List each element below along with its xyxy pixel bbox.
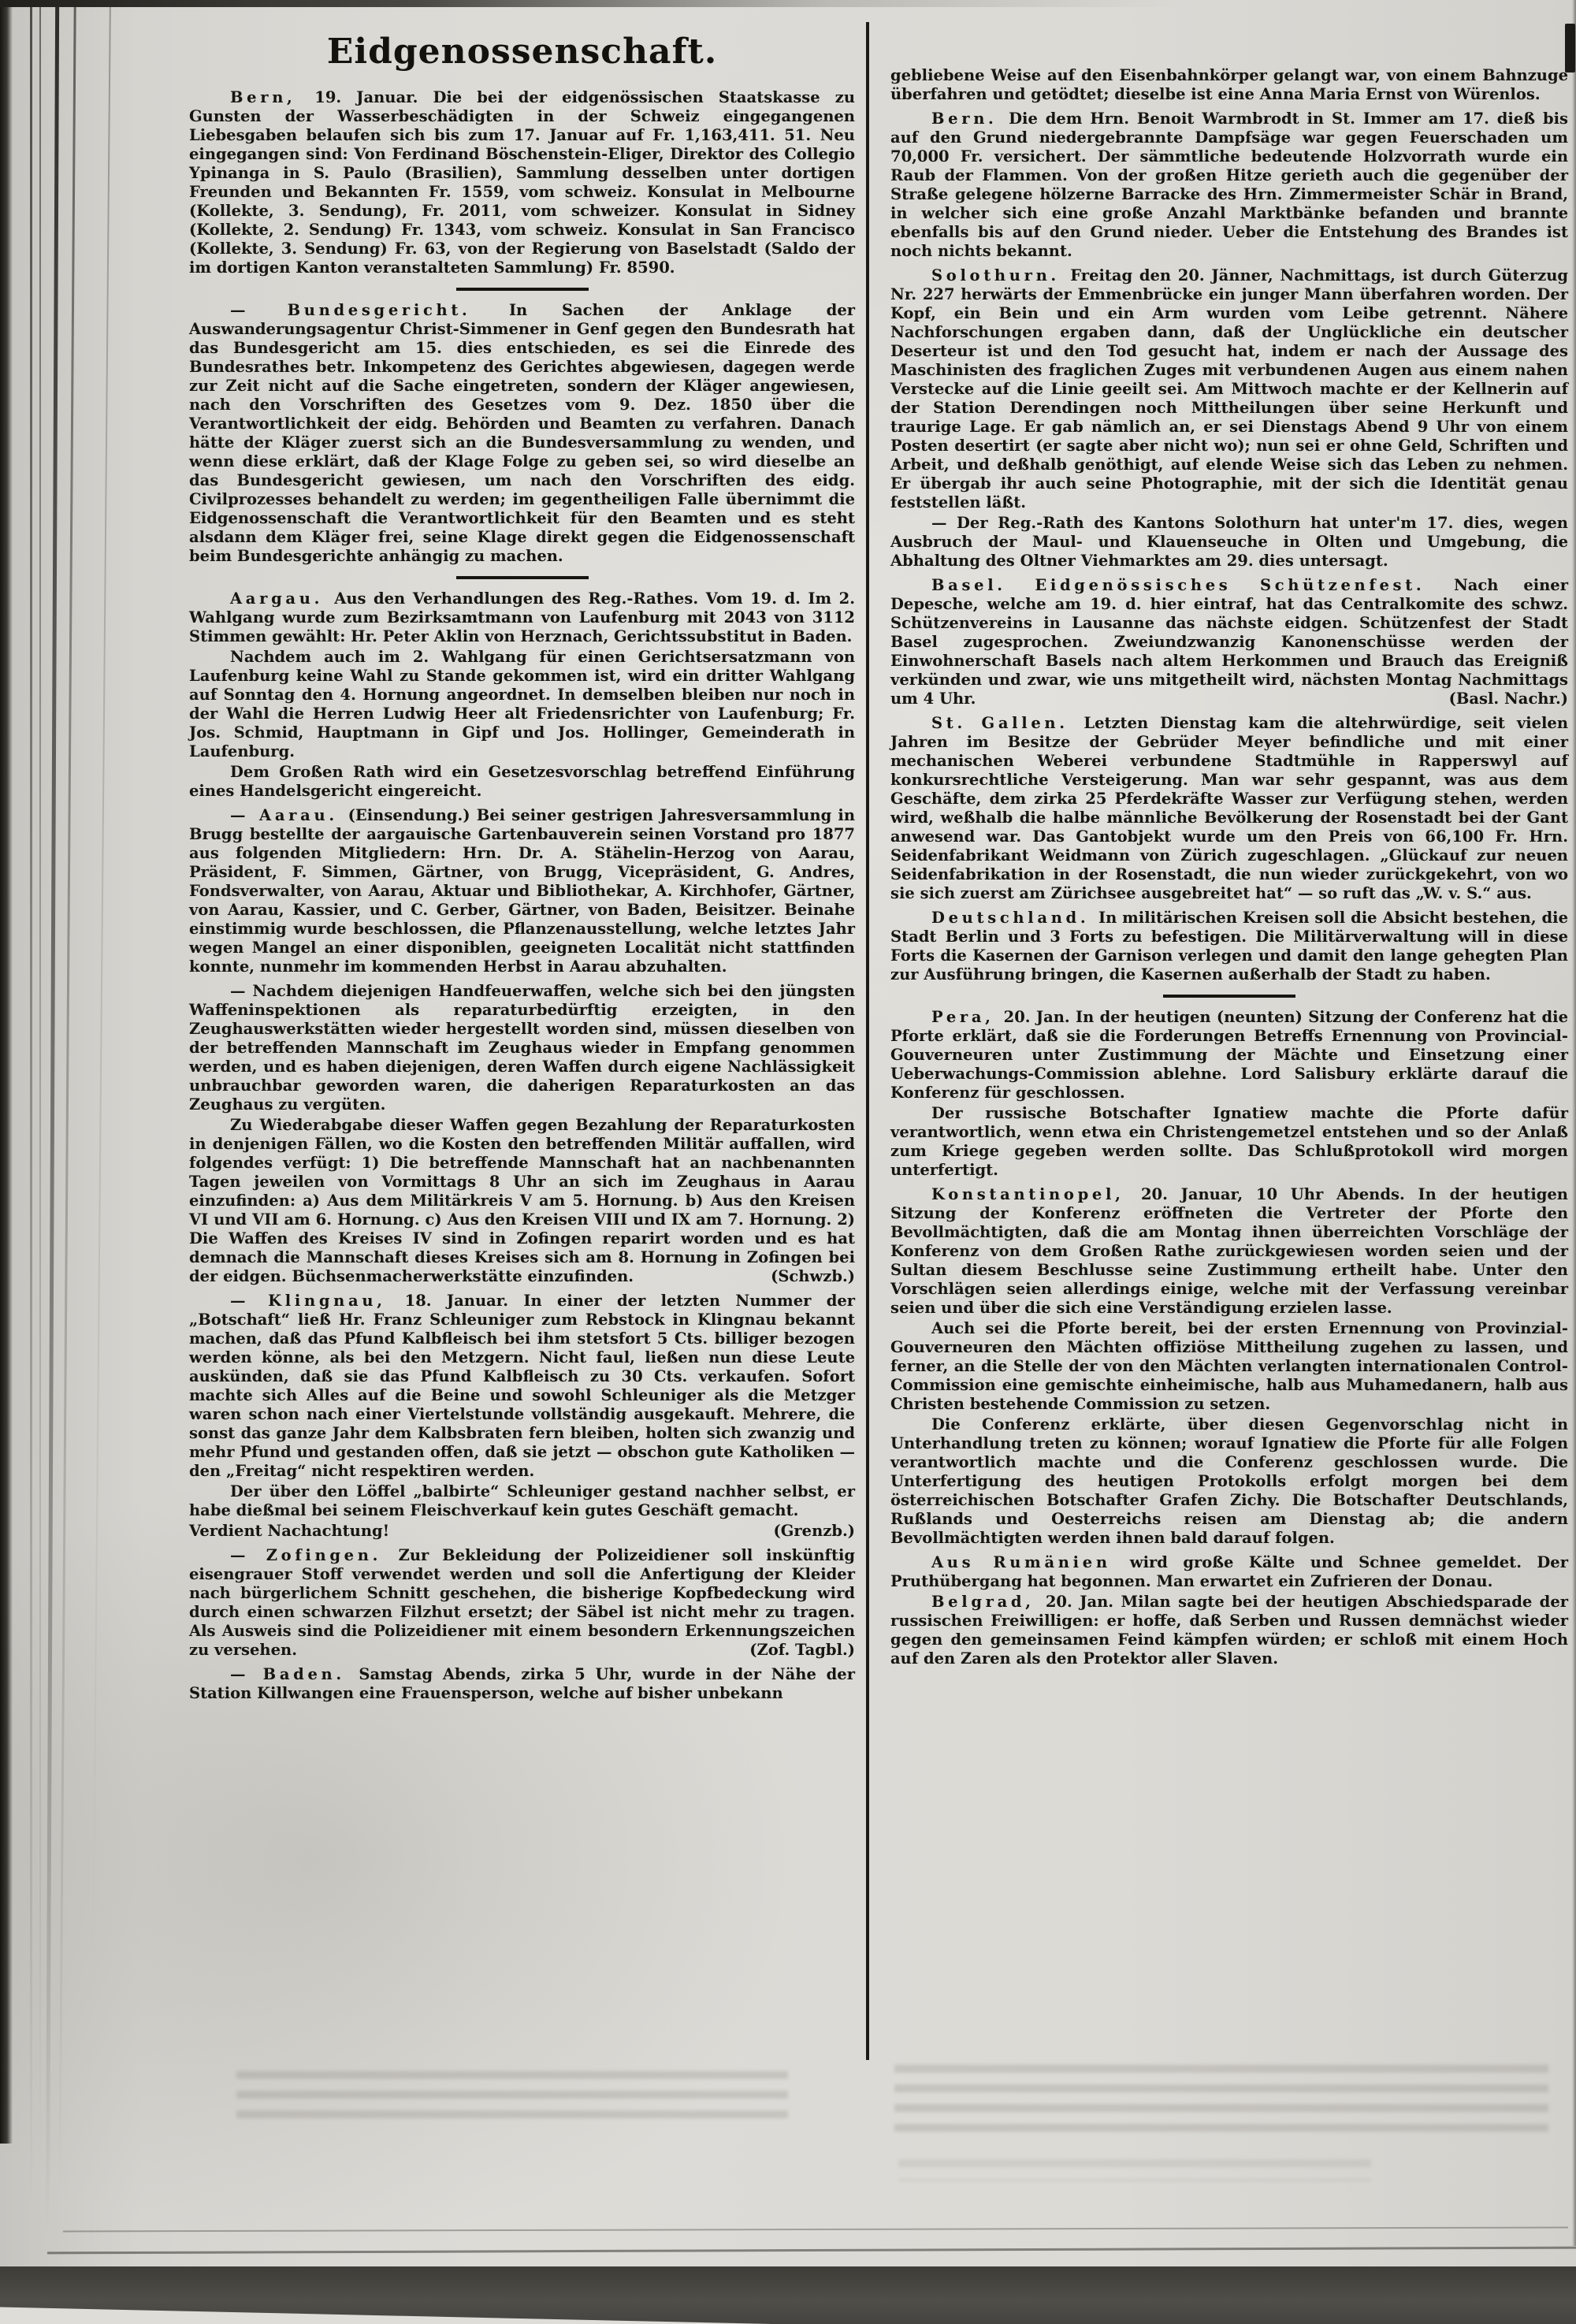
- bleed-through-ghost-text: [894, 2065, 1548, 2144]
- source-credit: (Grenzb.): [773, 1522, 855, 1540]
- article-paragraph: — Klingnau, 18. Januar. In einer der letzten Nummer der „Botschaft“ ließ Hr. Franz Schleuniger zum Rebstock in Klingnau bekannt machen, daß das Pfund Kalbfleisch bei ihm stetsfort 5 Cts. billiger bezogen werden könne, als bei den Metzgern. Nicht faul, ließen nun diese Leute auskünden, daß sie das Pfund Kalbfleisch zu 30 Cts. verkaufen. Sofort machte sich Alles auf die Beine und sowohl Schleuniger als die Metzger waren schon nach einer Viertelstunde vollständig ausgekauft. Mehrere, die sonst das ganze Jahr dem Kalbsbraten fern bleiben, holten sich zwanzig und mehr Pfund und gestanden offen, daß sie jetzt — obschon gute Katholiken — den „Freitag“ nicht respektiren werden.: [189, 1292, 856, 1480]
- article-paragraph: Der russische Botschafter Ignatiew machte die Pforte dafür verantwortlich, wenn etwa ein Christengemetzel entstehen und so der Anlaß zum Kriege gegeben werden sollte. Das Schlußprotokoll wird morgen unterfertigt.: [890, 1104, 1568, 1179]
- section-divider: [456, 576, 589, 579]
- article-paragraph: — Baden. Samstag Abends, zirka 5 Uhr, wurde in der Nähe der Station Killwangen eine Frauensperson, welche auf bisher unbekann: [189, 1665, 855, 1702]
- paragraph-dateline-lead: Deutschland.: [931, 909, 1098, 927]
- paragraph-dateline-lead: Belgrad,: [931, 1593, 1046, 1611]
- scan-left-edge-shadow: [0, 0, 13, 2144]
- paragraph-dateline-lead: St. Gallen.: [931, 714, 1084, 732]
- paragraph-dateline-lead: Konstantinopel,: [931, 1185, 1141, 1203]
- section-divider: [456, 288, 589, 291]
- article-paragraph: — Der Reg.-Rath des Kantons Solothurn hat unter'm 17. dies, wegen Ausbruch der Maul- und Klauenseuche in Olten und Umgebung, die Abhaltung des Oltner Viehmarktes am 29. dies untersagt.: [890, 514, 1568, 570]
- source-credit: (Basl. Nachr.): [1448, 690, 1568, 708]
- bleed-through-ghost-text: [236, 2071, 788, 2118]
- paragraph-dateline-lead: Basel. Eidgenössisches Schützenfest.: [931, 576, 1454, 594]
- article-paragraph: Aus Rumänien wird große Kälte und Schnee gemeldet. Der Pruthübergang hat begonnen. Man erwartet ein Zufrieren der Donau.: [890, 1553, 1568, 1590]
- paragraph-dateline-lead: Bern,: [230, 88, 315, 106]
- page-fold-line: [39, 0, 41, 2183]
- article-paragraph: Die Conferenz erklärte, über diesen Gegenvorschlag nicht in Unterhandlung treten zu können; worauf Ignatiew die Pforte für alle Folgen verantwortlich machte und die Conferenz geschlossen wurde. Die Unterfertigung des heutigen Protokolls erfolgt morgen bei dem österreichischen Botschafter Grafen Zichy. Die Botschafter Deutschlands, Rußlands und Oesterreichs reisen am Dienstag ab; die andern Bevollmächtigten werden ihnen bald darauf folgen.: [890, 1415, 1568, 1547]
- closing-line: [189, 1522, 855, 1541]
- paragraph-dateline-lead: — Klingnau,: [230, 1292, 405, 1310]
- article-paragraph: gebliebene Weise auf den Eisenbahnkörper gelangt war, von einem Bahnzuge überfahren und getödtet; dieselbe ist eine Anna Maria Ernst von Würenlos.: [890, 66, 1568, 103]
- paragraph-dateline-lead: — Zofingen.: [230, 1546, 399, 1564]
- page-fold-line: [46, 0, 59, 2230]
- article-paragraph: St. Gallen. Letzten Dienstag kam die altehrwürdige, seit vielen Jahren im Besitze der Gebrüder Meyer befindliche und mit einer mechanischen Weberei verbundene Stadtmühle in Rapperswyl auf konkursrechtliche Versteigerung. Man war sehr gespannt, was aus dem Geschäfte, dem zirka 25 Pferdekräfte Wasser zur Verfügung stehen, werden wird, weßhalb die halbe männliche Bevölkerung der Rosenstadt bei der Gant anwesend war. Das Gantobjekt wurde um den Preis von 66,100 Fr. Hrn. Seidenfabrikant Weidmann von Zürich zugeschlagen. „Glückauf zur neuen Seidenfabrikation in der Rosenstadt, die nun wieder zurückgekehrt, von wo sie sich zuerst am Zürichsee ausgebreitet hat“ — so ruft das „W. v. S.“ aus.: [890, 714, 1568, 902]
- page-fold-line: [58, 0, 76, 2199]
- article-paragraph: — Bundesgericht. In Sachen der Anklage der Auswanderungsagentur Christ-Simmener in Genf gegen den Bundesrath hat das Bundesgericht am 15. dies entschieden, es sei die Einrede des Bundesrathes betr. Inkompetenz des Gerichtes abgewiesen, dagegen werde zur Zeit nicht auf die Sache eingetreten, sondern der Kläger angewiesen, nach den Vorschriften des Gesetzes vom 9. Dez. 1850 über die Verantwortlichkeit der eidg. Behörden und Beamten zu verfahren. Danach hätte der Kläger zuerst sich an die Bundesversammlung zu wenden, und wenn diese erklärt, daß der Klage Folge zu geben sei, so wird dieselbe an das Bundesgericht gewiesen, um nach den Vorschriften des eidg. Civilprozesses behandelt zu werden; im gegentheiligen Falle übernimmt die Eidgenossenschaft die Verantwortlichkeit für den Beamten und es steht alsdann dem Kläger frei, seine Klage direkt gegen die Eidgenossenschaft beim Bundesgerichte anhängig zu machen.: [189, 301, 855, 565]
- paragraph-dateline-lead: — Bundesgericht.: [230, 301, 509, 319]
- paragraph-dateline-lead: Pera,: [931, 1008, 1004, 1026]
- article-paragraph: Solothurn. Freitag den 20. Jänner, Nachmittags, ist durch Güterzug Nr. 227 herwärts der Emmenbrücke ein junger Mann überfahren worden. Der Kopf, ein Bein und ein Arm wurden vom Leibe getrennt. Nähere Nachforschungen ergaben dann, daß der Unglückliche ein deutscher Deserteur ist und den Tod gesucht hat, indem er nach der Aussage des Maschinisten des fraglichen Zuges mit verbundenen Augen aus einem nahen Verstecke auf die Linie geeilt sei. Am Mittwoch machte er der Kellnerin auf der Station Derendingen noch Mittheilungen über seine Herkunft und traurige Lage. Er gab nämlich an, er sei Dienstags Abend 9 Uhr von einem Posten desertirt (er sagte aber nicht wo); nun sei er ohne Geld, Schriften und Arbeit, und deßhalb genöthigt, auf elende Weise sich das Leben zu nehmen. Er übergab ihr auch seine Photographie, mit der sich die Identität genau feststellen läßt.: [890, 266, 1569, 511]
- article-paragraph: — Zofingen. Zur Bekleidung der Polizeidiener soll inskünftig eisengrauer Stoff verwendet werden und soll die Anfertigung der Kleider nach bürgerlichem Schnitt geschehen, die bisherige Kopfbedeckung wird durch einen schwarzen Filzhut ersetzt; der Säbel ist nicht mehr zu tragen. Als Ausweis sind die Polizeidiener mit einem besondern Erkennungszeichen zu versehen. (Zof. Tagbl.): [189, 1546, 855, 1659]
- section-divider: [1163, 995, 1295, 998]
- article-paragraph: Aargau. Aus den Verhandlungen des Reg.-Rathes. Vom 19. d. Im 2. Wahlgang wurde zum Bezirksamtmann von Laufenburg mit 2043 von 3112 Stimmen gewählt: Hr. Peter Aklin von Herznach, Gerichtssubstitut in Baden.: [189, 589, 855, 645]
- article-paragraph: Pera, 20. Jan. In der heutigen (neunten) Sitzung der Conferenz hat die Pforte erklärt, daß sie die Forderungen Betreffs Ernennung von Provincial-Gouverneuren unter Zustimmung der Mächte und Einsetzung einer Ueberwachungs-Commission ablehne. Lord Salisbury erklärte darauf die Konferenz für geschlossen.: [890, 1008, 1568, 1102]
- scan-right-edge-shadow: [1572, 0, 1576, 2246]
- source-credit: (Zof. Tagbl.): [749, 1641, 855, 1659]
- article-paragraph: — Nachdem diejenigen Handfeuerwaffen, welche sich bei den jüngsten Waffeninspektionen als reparaturbedürftig erzeigten, in den Zeughauswerkstätten wieder hergestellt worden sind, müssen dieselben von der betreffenden Mannschaft im Zeughaus wieder in Empfang genommen werden, und es haben diejenigen, deren Waffen durch eigene Nachlässigkeit unbrauchbar geworden waren, die daherigen Reparaturkosten an das Zeughaus zu vergüten.: [189, 982, 855, 1114]
- closing-exclamation: Verdient Nachachtung!: [189, 1522, 390, 1540]
- article-paragraph: Deutschland. In militärischen Kreisen soll die Absicht bestehen, die Stadt Berlin und 3 Forts zu befestigen. Die Militärverwaltung will in diese Forts die Kasernen der Garnison verlegen und damit den lange gehegten Plan zur Ausführung bringen, die Kasernen außerhalb der Stadt zu haben.: [890, 909, 1568, 984]
- article-paragraph: Nachdem auch im 2. Wahlgang für einen Gerichtsersatzmann von Laufenburg keine Wahl zu Stande gekommen ist, wird ein dritter Wahlgang auf Sonntag den 4. Hornung angeordnet. In demselben bleiben nur noch in der Wahl die Herren Ludwig Heer alt Friedensrichter von Laufenburg; Fr. Jos. Schmid, Hauptmann in Gipf und Jos. Hollinger, Gemeinderath in Laufenburg.: [189, 648, 855, 760]
- paragraph-dateline-lead: — Baden.: [230, 1665, 359, 1683]
- page-bottom-edge-line: [63, 2226, 1568, 2232]
- bleed-through-ghost-text: [898, 2159, 1371, 2181]
- article-paragraph: Basel. Eidgenössisches Schützenfest. Nach einer Depesche, welche am 19. d. hier eintraf, hat das Centralkomite des schwz. Schützenvereins in Lausanne das nächste eidgen. Schützenfest der Stadt Basel zugesprochen. Zweiundzwanzig Kanonenschüsse werden der Einwohnerschaft Basels nach altem Herkommen und Brauch das Ereigniß verkünden und zwar, wie uns mitgetheilt wird, nächsten Montag Nachmittags um 4 Uhr. (Basl. Nachr.): [890, 576, 1568, 708]
- paragraph-dateline-lead: Aargau.: [230, 589, 335, 608]
- article-paragraph: Auch sei die Pforte bereit, bei der ersten Ernennung von Provinzial-Gouverneuren den Mächten offiziöse Mittheilung zugehen zu lassen, und ferner, an die Stelle der von den Mächten verlangten internationalen Control-Commission eine gemischte einheimische, halb aus Muhamedanern, halb aus Christen bestehende Commission zu setzen.: [890, 1319, 1568, 1413]
- article-paragraph: Bern. Die dem Hrn. Benoit Warmbrodt in St. Immer am 17. dieß bis auf den Grund niedergebrannte Dampfsäge war gegen Feuerschaden um 70,000 Fr. versichert. Der sämmtliche bedeutende Holzvorrath wurde ein Raub der Flammen. Von der großen Hitze gerieth auch die gegenüber der Straße gelegene hölzerne Barracke des Hrn. Zimmermeister Schär in Brand, in welcher sich eine große Anzahl Marktbänke befanden und brannte ebenfalls bis auf den Grund nieder. Ueber die Entstehung des Brandes ist noch nichts bekannt.: [890, 110, 1568, 260]
- article-paragraph: Zu Wiederabgabe dieser Waffen gegen Bezahlung der Reparaturkosten in denjenigen Fällen, wo die Kosten den betreffenden Militär auffallen, wird folgendes verfügt: 1) Die betreffende Mannschaft hat an nachbenannten Tagen jeweilen von Vormittags 8 Uhr an sich im Zeughaus in Aarau einzufinden: a) Aus dem Militärkreis V am 5. Hornung. b) Aus den Kreisen VI und VII am 6. Hornung. c) Aus den Kreisen VIII und IX am 7. Hornung. 2) Die Waffen des Kreises IV sind in Zofingen reparirt worden und es hat demnach die Mannschaft dieses Kreises sich am 8. Hornung in Zofingen bei der eidgen. Büchsenmacherwerkstätte einzufinden. (Schwzb.): [189, 1116, 855, 1285]
- scan-top-edge-shadow: [0, 0, 1182, 7]
- newspaper-column-left: [189, 88, 855, 1705]
- article-paragraph: Bern, 19. Januar. Die bei der eidgenössischen Staatskasse zu Gunsten der Wasserbeschädigten in der Schweiz eingegangenen Liebesgaben belaufen sich bis zum 17. Januar auf Fr. 1,163,411. 51. Neu eingegangen sind: Von Ferdinand Böschenstein-Eliger, Direktor des Collegio Ypinanga in S. Paulo (Brasilien), Sammlung desselben unter dortigen Freunden und Bekannten Fr. 1559, vom schweiz. Konsulat in Melbourne (Kollekte, 3. Sendung), Fr. 2011, vom schweizer. Konsulat in Sidney (Kollekte, 2. Sendung) Fr. 1343, vom schweiz. Konsulat in San Francisco (Kollekte, 3. Sendung) Fr. 63, von der Regierung von Baselstadt (Saldo der im dortigen Kanton veranstalteten Sammlung) Fr. 8590.: [189, 88, 855, 277]
- section-masthead: Eidgenossenschaft.: [326, 32, 718, 72]
- page-fold-line: [30, 0, 32, 2207]
- page-bottom-edge-line: [47, 2247, 1576, 2255]
- article-paragraph: Belgrad, 20. Jan. Milan sagte bei der heutigen Abschiedsparade der russischen Freiwilligen: er hoffe, daß Serben und Russen demnächst wieder gegen den gemeinsamen Feind kämpfen würden; er schloß mit einem Hoch auf den Zaren als den Protektor aller Slaven.: [890, 1593, 1569, 1668]
- column-rule: [866, 22, 869, 2060]
- article-paragraph: Konstantinopel, 20. Januar, 10 Uhr Abends. In der heutigen Sitzung der Konferenz eröffneten die Vertreter der Pforte den Bevollmächtigten, daß die am Montag ihnen überreichten Vorschläge der Konferenz von dem Großen Rathe zurückgewiesen worden seien und der Sultan diesem Beschlusse seine Zustimmung ertheilt habe. Unter den Vorschlägen seien allerdings einige, welche mit der Verfassung vereinbar seien und über die sich eine Verständigung erzielen lasse.: [890, 1185, 1568, 1317]
- page-fold-line: [92, 0, 111, 1970]
- scan-corner-mark: [1565, 24, 1575, 73]
- paragraph-dateline-lead: Bern.: [931, 110, 1009, 128]
- source-credit: (Schwzb.): [771, 1267, 855, 1285]
- newspaper-column-right: [890, 66, 1568, 1670]
- paragraph-dateline-lead: Solothurn.: [931, 266, 1071, 284]
- article-paragraph: — Aarau. (Einsendung.) Bei seiner gestrigen Jahresversammlung in Brugg bestellte der aargauische Gartenbauverein seinen Vorstand pro 1877 aus folgenden Mitgliedern: Hrn. Dr. A. Stähelin-Herzog von Aarau, Präsident, F. Simmen, Gärtner, von Brugg, Vicepräsident, G. Andres, Fondsverwalter, von Aarau, Aktuar und Bibliothekar, A. Kirchhofer, Gärtner, von Aarau, Kassier, und C. Gerber, Gärtner, von Baden, Beisitzer. Beinahe einstimmig wurde beschlossen, die Pflanzenausstellung, welche letztes Jahr wegen Mangel an einer disponiblen, geeigneten Localität nicht stattfinden konnte, nunmehr im kommenden Herbst in Aarau abzuhalten.: [189, 806, 856, 976]
- article-paragraph: Der über den Löffel „balbirte“ Schleuniger gestand nachher selbst, er habe dießmal bei seinem Fleischverkauf kein gutes Geschäft gemacht.: [189, 1482, 855, 1519]
- paragraph-dateline-lead: — Aarau.: [230, 806, 348, 824]
- paragraph-dateline-lead: Aus Rumänien: [931, 1553, 1130, 1571]
- article-paragraph: Dem Großen Rath wird ein Gesetzesvorschlag betreffend Einführung eines Handelsgericht eingereicht.: [189, 763, 855, 800]
